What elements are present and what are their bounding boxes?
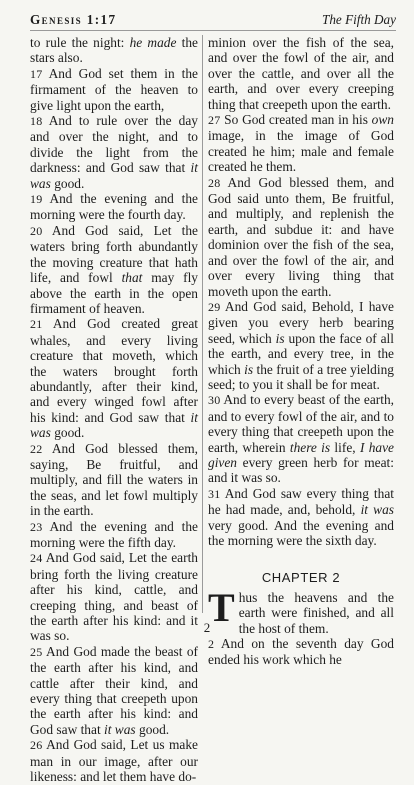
verse-text: And God created great whales, and every living creature that moveth, which the waters brought forth abundantly, after their kind, and every winged fowl after his kind: and God saw that: [30, 316, 199, 425]
verse-text: And God made the beast of the earth after his kind, and cattle after their kind, and every thing that creepeth upon the earth after his kind: and God saw that: [30, 643, 198, 737]
verse: [30, 316, 198, 440]
chapter-heading: CHAPTER 2: [261, 570, 341, 586]
column-divider: [202, 35, 203, 613]
drop-cap: T: [208, 584, 235, 630]
verse-text: good.: [50, 175, 85, 191]
verse-number: 18: [30, 114, 43, 129]
italic-supplied-word: is: [244, 361, 254, 377]
verse-text: And God blessed them, and God said unto them, Be fruitful, and multiply, and replenish the earth, and subdue it: and have dominion over the fish of the sea, and over the fowl of the air, and over every living thing that moveth upon the earth.: [208, 174, 395, 299]
verse-number: 17: [30, 66, 43, 81]
italic-supplied-word: he made: [129, 35, 177, 50]
verse: [208, 486, 394, 549]
verse-text: And the evening and the morning were the fifth day.: [30, 518, 198, 550]
verse-text: And God said, Let us make man in our image, after our likeness: and let them have do-: [30, 737, 198, 785]
verse-number: 24: [30, 551, 43, 566]
verse-text: And God blessed them, saying, Be fruitful, and multiply, and fill the waters in the seas, and let fowl multiply in the earth.: [30, 440, 199, 519]
verse-text: good.: [135, 721, 170, 737]
italic-supplied-word: it was: [104, 721, 136, 737]
italic-supplied-word: is: [275, 330, 285, 346]
verse: [30, 113, 198, 191]
verse-number: 27: [208, 113, 221, 128]
verse-text: And on the seventh day God ended his work which he: [208, 636, 394, 668]
italic-supplied-word: that: [121, 270, 143, 286]
chapter2-verse-2: [208, 636, 394, 668]
verse: [208, 392, 394, 485]
right-column: [208, 35, 394, 668]
verse-text: And God said, Let the waters bring forth abundantly the moving creature that hath life, and fowl: [30, 222, 198, 286]
verse-text: every green herb for meat: and it was so.: [208, 454, 394, 486]
verse-text: And to rule over the day and over the night, and to divide the light from the darkness: and God saw that: [30, 113, 198, 176]
verse: [30, 519, 198, 551]
verse-text: to rule the night:: [30, 35, 130, 50]
running-head: Genesis 1:17: [30, 12, 117, 27]
section-title: The Fifth Day: [322, 12, 396, 27]
verse-number: 30: [208, 393, 221, 408]
verse: [208, 35, 394, 112]
verse-number: 21: [30, 317, 43, 332]
verse-text: And God set them in the firmament of the heaven to give light upon the earth,: [30, 65, 198, 113]
left-column: [30, 35, 198, 785]
italic-supplied-word: it was: [30, 160, 198, 191]
italic-supplied-word: own: [371, 112, 394, 128]
verse-number: 22: [30, 441, 43, 456]
verse-number: 2: [208, 637, 215, 652]
verse-text: may fly above the earth in the open firmament of heaven.: [30, 270, 198, 316]
verse: [208, 175, 394, 299]
verse: [30, 441, 198, 519]
verse-number: 28: [208, 175, 221, 190]
verse-text: And God saw every thing that he had made, and, behold,: [208, 485, 395, 518]
verse: [30, 191, 198, 223]
verse-number: 19: [30, 192, 43, 207]
verse-text: And God said, Let the earth bring forth the living creature after his kind, cattle, and creeping thing, and beast of the earth after his kind: and it was so.: [30, 550, 199, 644]
verse-number: 26: [30, 738, 43, 753]
verse-text: good.: [50, 425, 85, 441]
verse-text: the fruit of a tree yielding seed; to you it shall be for meat.: [208, 361, 394, 392]
verse-text: And to every beast of the earth, and to every fowl of the air, and to every thing that creepeth upon the earth, wherein: [208, 392, 395, 455]
verse-text: hus the heavens and the earth were finished, and all the host of them.: [238, 589, 394, 636]
verse-number: 29: [208, 299, 221, 314]
italic-supplied-word: it was: [30, 409, 198, 441]
verse-text: minion over the fish of the sea, and over the fowl of the air, and over the cattle, and over all the earth, and over every creeping thing that creepeth upon the earth.: [208, 35, 394, 112]
verse-text: the stars also.: [30, 35, 199, 66]
verse: [30, 66, 198, 113]
verse-number: 23: [30, 519, 43, 534]
verse-text: life,: [330, 439, 360, 455]
verse-text: And the evening and the morning were the fourth day.: [30, 191, 198, 223]
verse: [30, 223, 198, 316]
page-header: [30, 10, 396, 31]
verse-text: And God said, Behold, I have given you every herb bearing seed, which: [208, 298, 394, 346]
verse: [208, 299, 394, 392]
verse-number: 20: [30, 223, 43, 238]
verse-number: 31: [208, 486, 221, 501]
page-number: 2: [203, 620, 211, 635]
verse: [208, 112, 394, 175]
verse-text: image, in the image of God created he him; male and female created he them.: [208, 128, 394, 175]
italic-supplied-word: I have given: [208, 439, 395, 470]
italic-supplied-word: there is: [289, 439, 331, 455]
verse: [30, 35, 198, 66]
verse-text: very good. And the evening and the morning were the sixth day.: [208, 517, 394, 548]
italic-supplied-word: it was: [360, 502, 394, 518]
verse-text: upon the face of all the earth, and every tree, in the which: [208, 330, 395, 377]
verse-number: 25: [30, 644, 43, 659]
verse: [30, 644, 198, 737]
verse: [30, 737, 198, 784]
verse-text: So God created man in his: [224, 112, 372, 128]
